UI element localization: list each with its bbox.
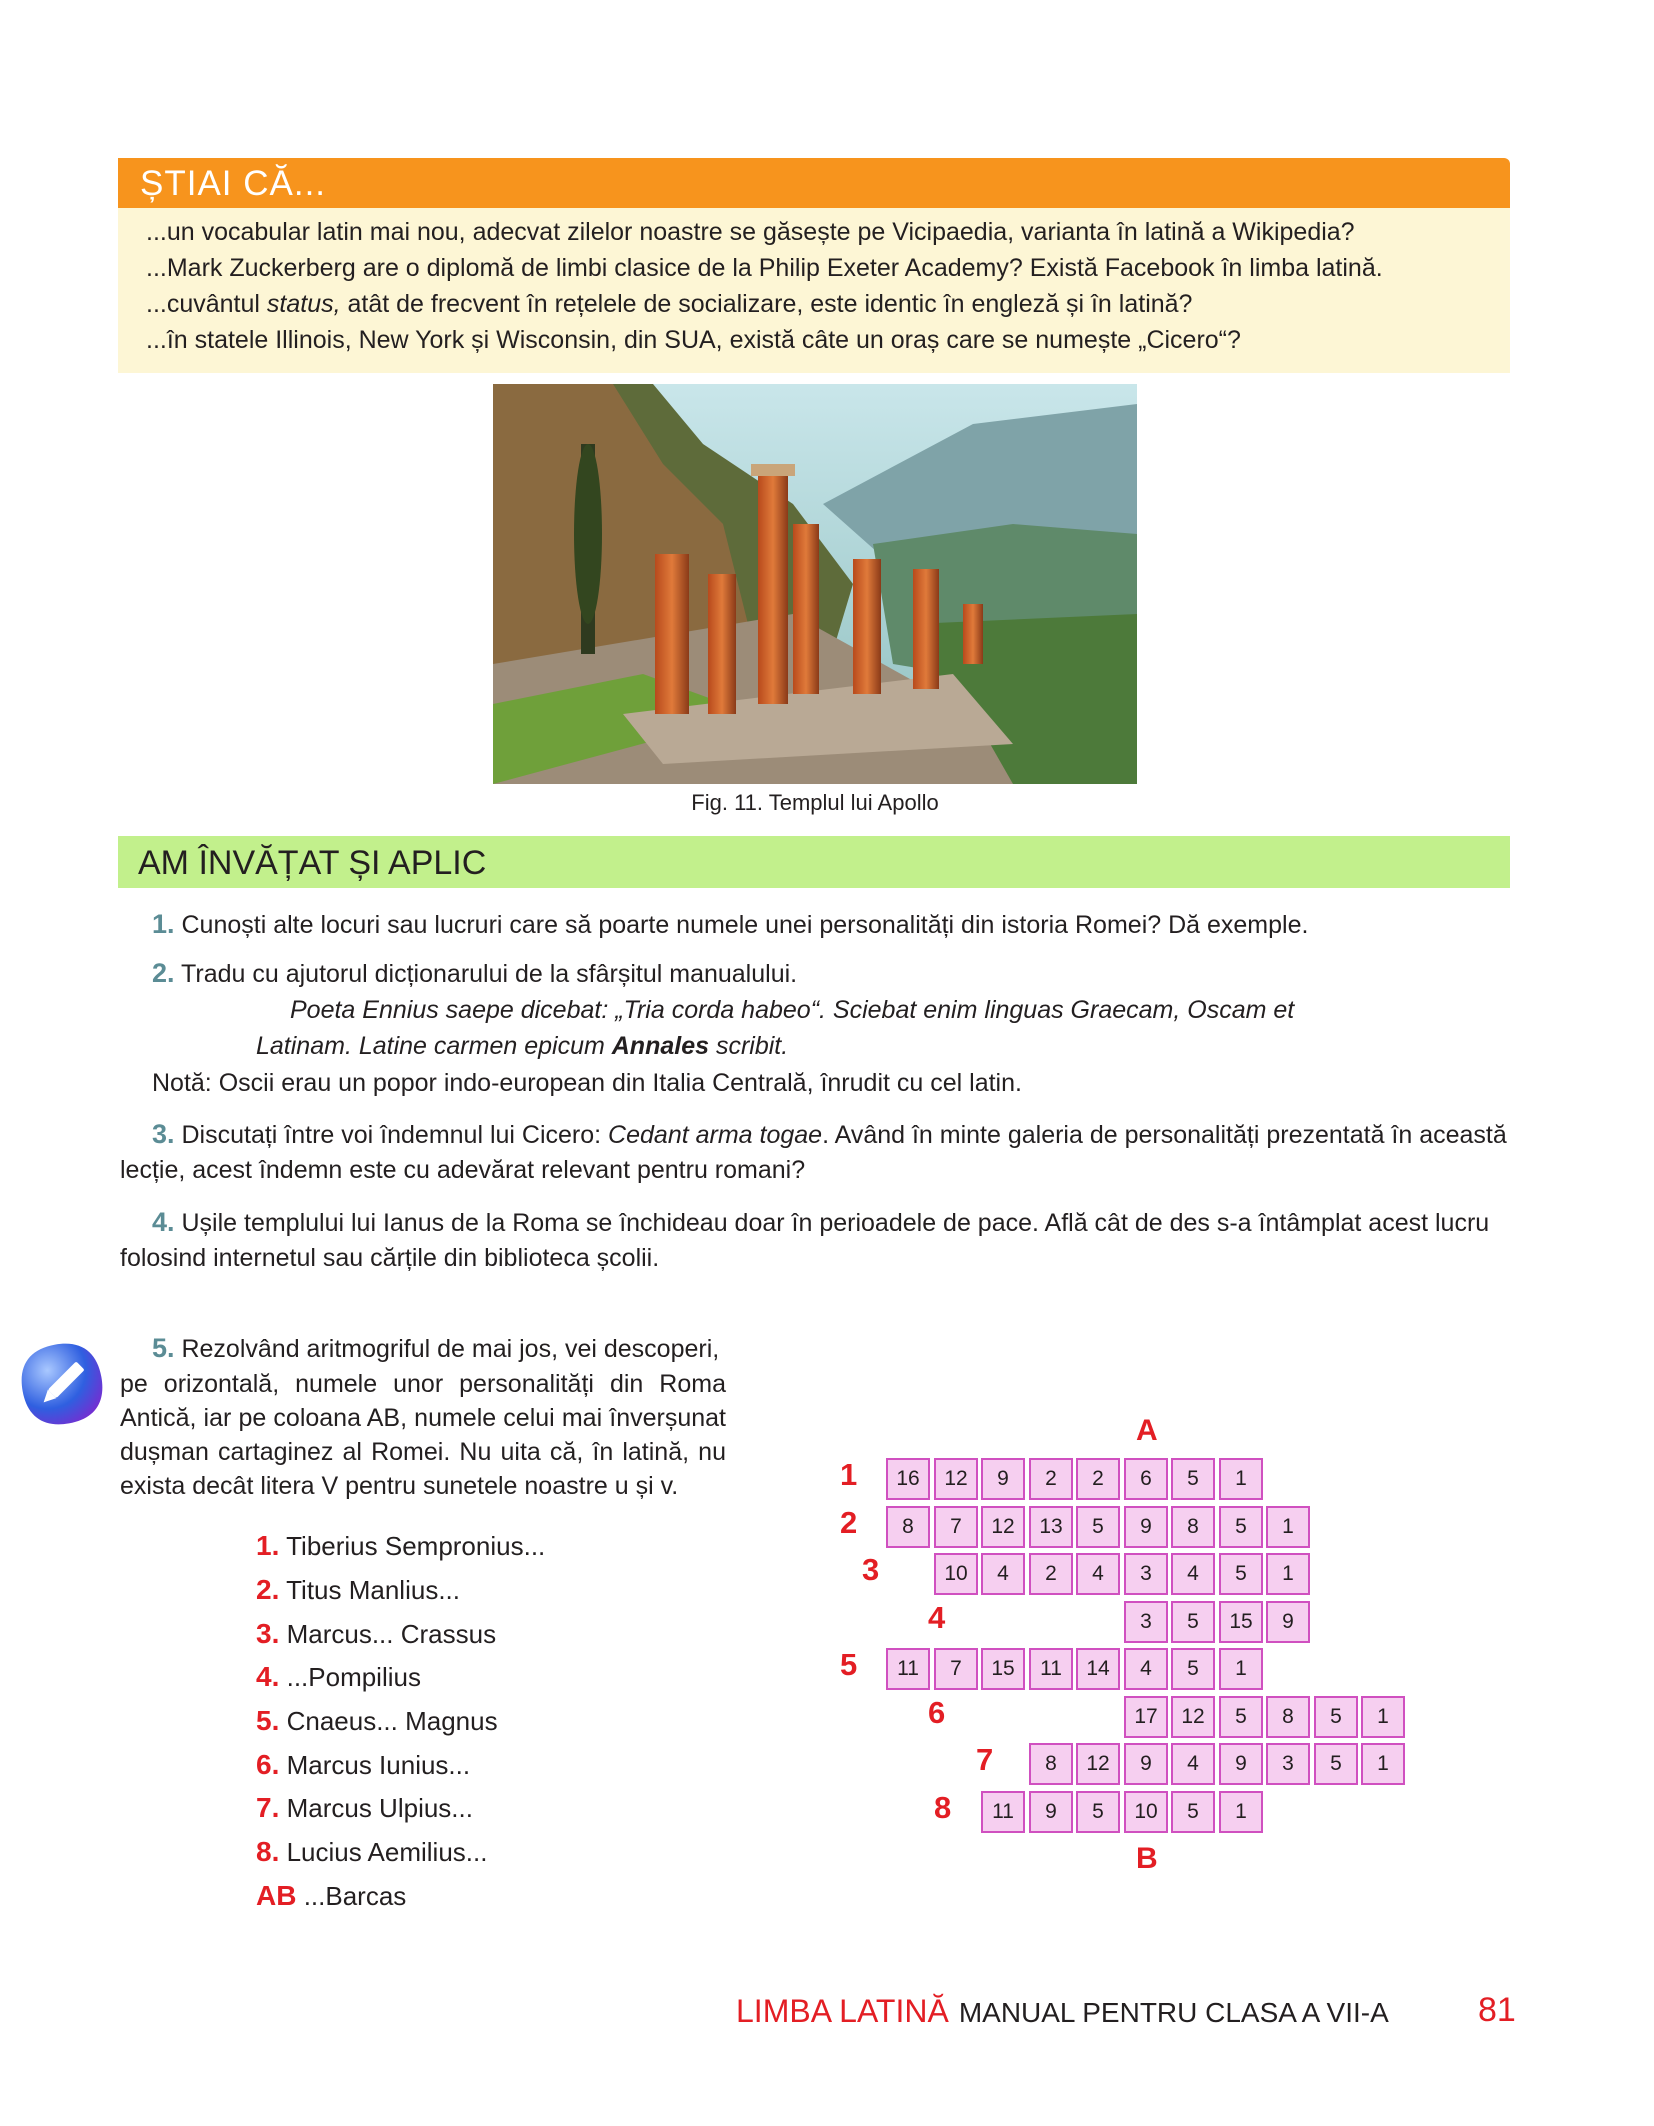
footer (736, 1993, 1389, 2030)
temple-photo (493, 384, 1137, 784)
stiai-line: ...cuvântul status, atât de frecvent în rețelele de socializare, este identic în engleză și în latină? (146, 290, 1193, 318)
grid-cell[interactable]: 5 (1219, 1696, 1263, 1738)
column-label-b: B (1136, 1842, 1158, 1875)
grid-cell[interactable]: 5 (1171, 1791, 1215, 1833)
grid-cell[interactable]: 5 (1314, 1696, 1358, 1738)
clue-item: 8. Lucius Aemilius... (256, 1836, 488, 1867)
grid-cell[interactable]: 7 (934, 1506, 978, 1548)
latin-text-2: Latinam. Latine carmen epicum Annales scribit. (256, 1032, 789, 1060)
grid-cell[interactable]: 1 (1219, 1458, 1263, 1500)
grid-cell[interactable]: 3 (1124, 1601, 1168, 1643)
stiai-header (118, 158, 1510, 208)
question-5-line: dușman cartaginez al Romei. Nu uita că, în latină, nu (120, 1438, 726, 1466)
grid-cell[interactable]: 10 (934, 1553, 978, 1595)
grid-cell[interactable]: 9 (1219, 1743, 1263, 1785)
row-number-8: 8 (934, 1789, 952, 1825)
aplic-title: AM ÎNVĂȚAT ȘI APLIC (138, 844, 487, 882)
clue-item: AB ...Barcas (256, 1880, 407, 1911)
grid-cell[interactable]: 10 (1124, 1791, 1168, 1833)
clue-item: 3. Marcus... Crassus (256, 1618, 497, 1649)
grid-cell[interactable]: 5 (1171, 1648, 1215, 1690)
grid-cell[interactable]: 9 (1266, 1601, 1310, 1643)
aplic-header (118, 836, 1510, 888)
grid-cell[interactable]: 1 (1266, 1553, 1310, 1595)
grid-cell[interactable]: 12 (1171, 1696, 1215, 1738)
grid-cell[interactable]: 5 (1171, 1458, 1215, 1500)
stiai-line: ...un vocabular latin mai nou, adecvat zilelor noastre se găsește pe Vicipaedia, varianta în latină a Wikipedia? (146, 218, 1355, 246)
grid-cell[interactable]: 5 (1219, 1553, 1263, 1595)
grid-cell[interactable]: 15 (981, 1648, 1025, 1690)
page-number: 81 (1478, 1991, 1516, 2029)
grid-cell[interactable]: 1 (1219, 1648, 1263, 1690)
grid-cell[interactable]: 9 (1029, 1791, 1073, 1833)
grid-cell[interactable]: 4 (1171, 1743, 1215, 1785)
question-3-cont: lecție, acest îndemn este cu adevărat relevant pentru romani? (120, 1156, 806, 1184)
grid-cell[interactable]: 12 (1076, 1743, 1120, 1785)
note: Notă: Oscii erau un popor indo-european din Italia Centrală, înrudit cu cel latin. (152, 1069, 1022, 1097)
grid-cell[interactable]: 2 (1029, 1458, 1073, 1500)
grid-cell[interactable]: 2 (1029, 1553, 1073, 1595)
grid-cell[interactable]: 11 (1029, 1648, 1073, 1690)
column-label-a: A (1136, 1414, 1158, 1447)
stiai-title: ȘTIAI CĂ... (140, 164, 327, 203)
clue-item: 5. Cnaeus... Magnus (256, 1705, 498, 1736)
grid-cell[interactable]: 9 (981, 1458, 1025, 1500)
grid-cell[interactable]: 2 (1076, 1458, 1120, 1500)
row-number-4: 4 (928, 1599, 946, 1635)
clue-item: 2. Titus Manlius... (256, 1574, 460, 1605)
grid-cell[interactable]: 4 (1076, 1553, 1120, 1595)
question-5-line: pe orizontală, numele unor personalități din Roma (120, 1370, 726, 1398)
clue-item: 1. Tiberius Sempronius... (256, 1530, 546, 1561)
clue-item: 4. ...Pompilius (256, 1661, 421, 1692)
question-4-cont: folosind internetul sau cărțile din biblioteca școlii. (120, 1244, 660, 1272)
row-number-3: 3 (862, 1552, 880, 1587)
grid-cell[interactable]: 13 (1029, 1506, 1073, 1548)
stiai-box (118, 208, 1510, 373)
grid-cell[interactable]: 4 (1124, 1648, 1168, 1690)
question-5: 5. Rezolvând aritmogriful de mai jos, vei descoperi, (152, 1333, 720, 1363)
row-number-7: 7 (976, 1742, 994, 1777)
grid-cell[interactable]: 1 (1266, 1506, 1310, 1548)
grid-cell[interactable]: 16 (886, 1458, 930, 1500)
grid-cell[interactable]: 1 (1219, 1791, 1263, 1833)
stiai-line: ...în statele Illinois, New York și Wisconsin, din SUA, există câte un oraș care se numește „Cicero“? (146, 326, 1241, 354)
grid-cell[interactable]: 9 (1124, 1506, 1168, 1548)
footer-subject: LIMBA LATINĂ (736, 1993, 949, 2029)
question-5-line: exista decât litera V pentru sunetele noastre u și v. (120, 1472, 679, 1500)
question-3: 3. Discutați între voi îndemnul lui Cicero: Cedant arma togae. Având în minte galeria de personalități prezentată în această (152, 1119, 1507, 1149)
latin-text-1: Poeta Ennius saepe dicebat: „Tria corda habeo“. Sciebat enim linguas Graecam, Oscam et (290, 996, 1295, 1024)
row-number-2: 2 (840, 1504, 858, 1540)
figure-caption: Fig. 11. Templul lui Apollo (691, 790, 939, 815)
grid-cell[interactable]: 4 (981, 1553, 1025, 1595)
grid-cell[interactable]: 17 (1124, 1696, 1168, 1738)
footer-book: MANUAL PENTRU CLASA A VII-A (958, 1997, 1389, 2028)
grid-cell[interactable]: 3 (1266, 1743, 1310, 1785)
question-4: 4. Ușile templului lui Ianus de la Roma se închideau doar în perioadele de pace. Află cât de des s-a întâmplat acest lucru (152, 1207, 1490, 1237)
grid-cell[interactable]: 1 (1361, 1743, 1405, 1785)
grid-cell[interactable]: 4 (1171, 1553, 1215, 1595)
grid-cell[interactable]: 9 (1124, 1743, 1168, 1785)
grid-cell[interactable]: 6 (1124, 1458, 1168, 1500)
grid-cell[interactable]: 8 (1266, 1696, 1310, 1738)
pencil-icon (18, 1340, 106, 1428)
stiai-line: ...Mark Zuckerberg are o diplomă de limbi clasice de la Philip Exeter Academy? Există Facebook în limba latină. (146, 254, 1383, 282)
grid-cell[interactable]: 12 (981, 1506, 1025, 1548)
grid-cell[interactable]: 5 (1314, 1743, 1358, 1785)
question-2: 2. Tradu cu ajutorul dicționarului de la sfârșitul manualului. (152, 958, 798, 988)
question-5-line: Antică, iar pe coloana AB, numele celui mai înverșunat (120, 1404, 726, 1432)
grid-cell[interactable]: 8 (1029, 1743, 1073, 1785)
row-number-6: 6 (928, 1694, 946, 1730)
grid-cell[interactable]: 3 (1124, 1553, 1168, 1595)
grid-cell[interactable]: 11 (981, 1791, 1025, 1833)
clue-item: 6. Marcus Iunius... (256, 1749, 471, 1780)
row-number-5: 5 (840, 1647, 858, 1682)
clue-item: 7. Marcus Ulpius... (256, 1792, 473, 1823)
grid-cell[interactable]: 1 (1361, 1696, 1405, 1738)
grid-cell[interactable]: 15 (1219, 1601, 1263, 1643)
grid-cell[interactable]: 14 (1076, 1648, 1120, 1690)
row-number-1: 1 (840, 1457, 858, 1492)
grid-cell[interactable]: 11 (886, 1648, 930, 1690)
grid-cell[interactable]: 8 (1171, 1506, 1215, 1548)
grid-cell[interactable]: 5 (1076, 1791, 1120, 1833)
grid-cell[interactable]: 8 (886, 1506, 930, 1548)
grid-cell[interactable]: 5 (1076, 1506, 1120, 1548)
grid-cell[interactable]: 5 (1219, 1506, 1263, 1548)
grid-cell[interactable]: 7 (934, 1648, 978, 1690)
grid-cell[interactable]: 12 (934, 1458, 978, 1500)
question-1: 1. Cunoști alte locuri sau lucruri care să poarte numele unei personalități din istoria Romei? Dă exemple. (152, 909, 1309, 939)
grid-cell[interactable]: 5 (1171, 1601, 1215, 1643)
